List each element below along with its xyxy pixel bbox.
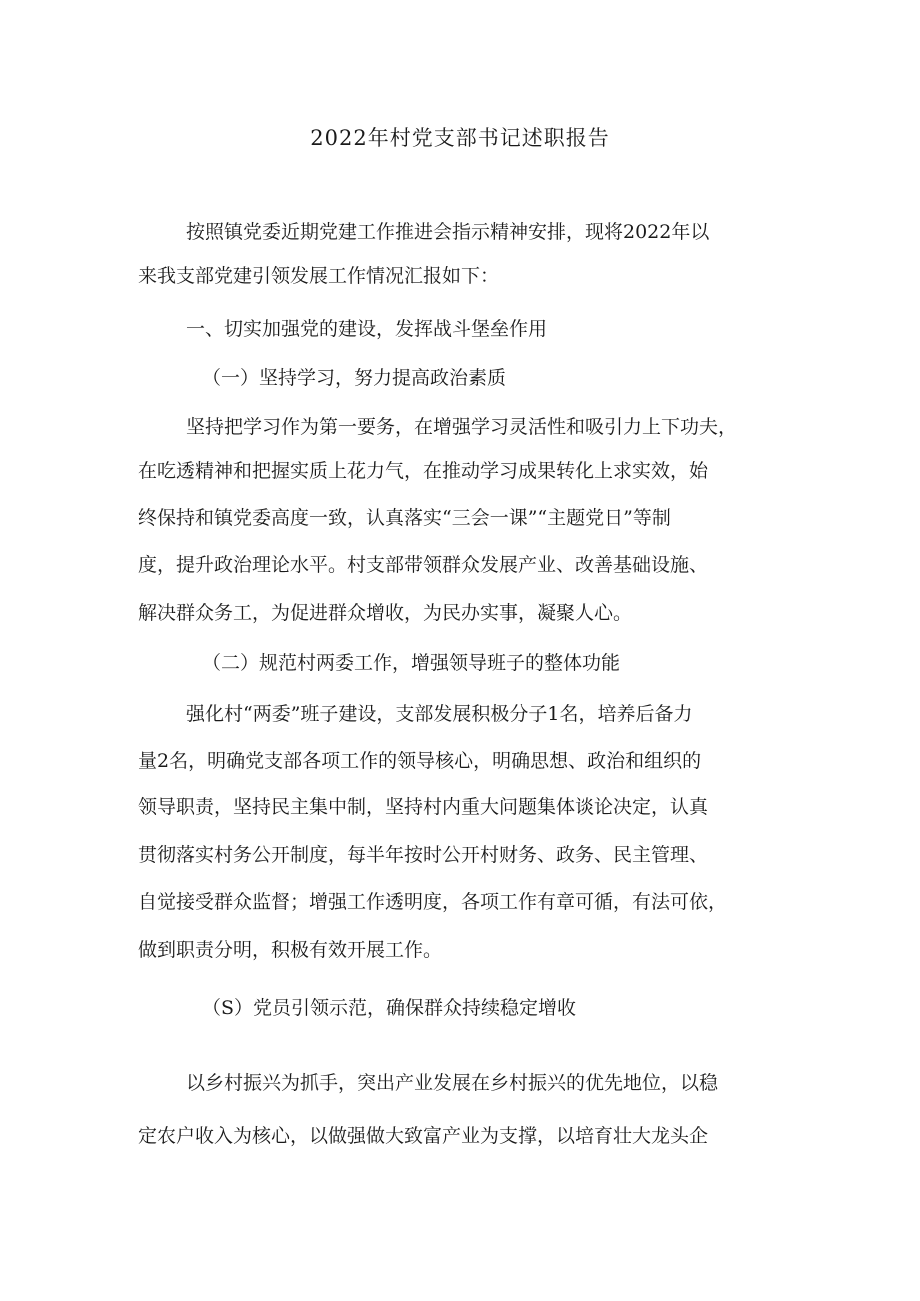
subsection-heading: （二）规范村两委工作，增强领导班子的整体功能 xyxy=(202,652,621,674)
subsection-heading: （S）党员引领示范，确保群众持续稳定增收 xyxy=(202,997,577,1019)
paragraph-line: 解决群众务工，为促进群众增收，为民办实事，凝聚人心。 xyxy=(138,602,633,624)
paragraph-line: 自觉接受群众监督；增强工作透明度，各项工作有章可循，有法可依， xyxy=(138,891,728,913)
paragraph-line: 贯彻落实村务公开制度，每半年按时公开村财务、政务、民主管理、 xyxy=(138,844,709,866)
paragraph-line: 坚持把学习作为第一要务，在增强学习灵活性和吸引力上下功夫， xyxy=(186,416,738,438)
paragraph-line: 领导职责，坚持民主集中制，坚持村内重大问题集体谈论决定，认真 xyxy=(138,796,709,818)
subsection-heading: （一）坚持学习，努力提高政治素质 xyxy=(202,367,507,389)
section-heading: 一、切实加强党的建设，发挥战斗堡垒作用 xyxy=(186,318,548,340)
paragraph-line: 强化村“两委”班子建设，支部发展积极分子1名，培养后备力 xyxy=(186,703,693,725)
paragraph-line: 定农户收入为核心，以做强做大致富产业为支撑，以培育壮大龙头企 xyxy=(138,1125,709,1147)
paragraph-line: 在吃透精神和把握实质上花力气，在推动学习成果转化上求实效，始 xyxy=(138,460,709,482)
document-title: 2022年村党支部书记述职报告 xyxy=(310,126,610,150)
paragraph-line: 以乡村振兴为抓手，突出产业发展在乡村振兴的优先地位，以稳 xyxy=(186,1072,719,1094)
paragraph-line: 做到职责分明，积极有效开展工作。 xyxy=(138,939,443,961)
paragraph-line: 量2名，明确党支部各项工作的领导核心，明确思想、政治和组织的 xyxy=(138,750,702,772)
paragraph-line: 度，提升政治理论水平。村支部带领群众发展产业、改善基础设施、 xyxy=(138,554,709,576)
paragraph-line: 来我支部党建引领发展工作情况汇报如下： xyxy=(138,265,500,287)
paragraph-line: 按照镇党委近期党建工作推进会指示精神安排，现将2022年以 xyxy=(186,221,710,243)
paragraph-line: 终保持和镇党委高度一致，认真落实“三会一课”“主题党日”等制 xyxy=(138,507,671,529)
